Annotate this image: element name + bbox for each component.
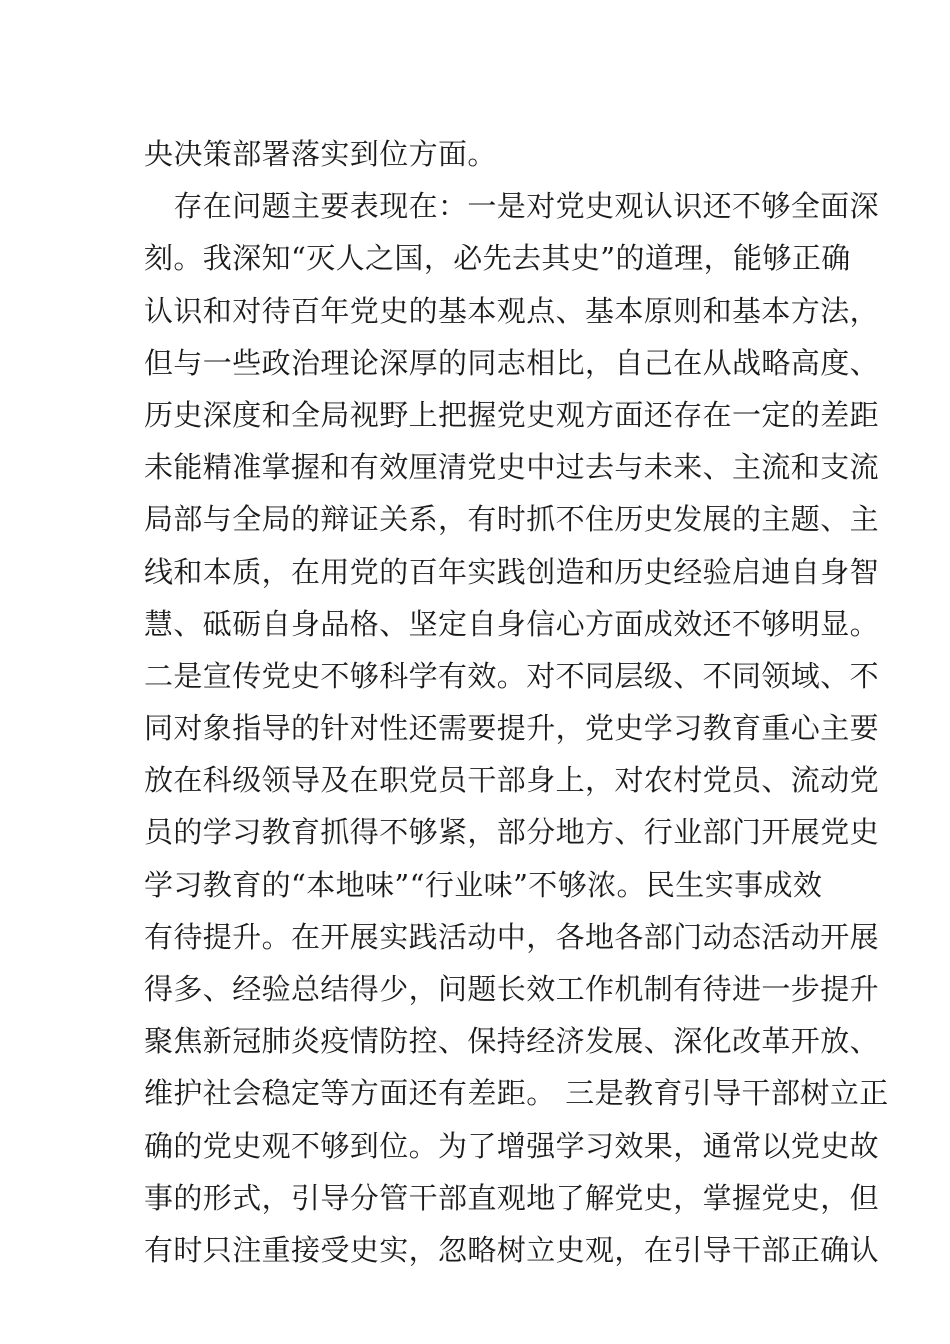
text-line: 局部与全局的辩证关系，有时抓不住历史发展的主题、主 bbox=[144, 502, 880, 537]
text-line: 未能精准掌握和有效厘清党史中过去与未来、主流和支流 bbox=[144, 450, 880, 485]
text-line: 同对象指导的针对性还需要提升，党史学习教育重心主要 bbox=[144, 711, 880, 746]
text-line: 央决策部署落实到位方面。 bbox=[144, 137, 497, 171]
text-line: 得多、经验总结得少，问题长效工作机制有待进一步提升 bbox=[144, 972, 880, 1006]
text-line: 员的学习教育抓得不够紧，部分地方、行业部门开展党史 bbox=[144, 815, 880, 850]
text-line: 线和本质，在用党的百年实践创造和历史经验启迪自身智 bbox=[144, 554, 880, 589]
text-line: 刻。我深知“灭人之国，必先去其史”的道理，能够正确 bbox=[144, 241, 851, 276]
body-text bbox=[144, 128, 889, 1276]
text-line: 认识和对待百年党史的基本观点、基本原则和基本方法， bbox=[144, 293, 880, 328]
text-line: 确的党史观不够到位。为了增强学习效果，通常以党史故 bbox=[144, 1128, 880, 1163]
text-line: 维护社会稳定等方面还有差距。 三是教育引导干部树立正 bbox=[144, 1076, 889, 1111]
text-line: 有时只注重接受史实，忽略树立史观，在引导干部正确认 bbox=[144, 1232, 880, 1267]
text-line: 有待提升。在开展实践活动中，各地各部门动态活动开展 bbox=[144, 919, 880, 954]
text-line: 事的形式，引导分管干部直观地了解党史，掌握党史，但 bbox=[144, 1180, 880, 1215]
text-line: 放在科级领导及在职党员干部身上，对农村党员、流动党 bbox=[144, 763, 880, 798]
text-line: 存在问题主要表现在：一是对党史观认识还不够全面深 bbox=[144, 189, 880, 224]
text-line: 历史深度和全局视野上把握党史观方面还存在一定的差距 bbox=[144, 397, 880, 432]
text-line: 二是宣传党史不够科学有效。对不同层级、不同领域、不 bbox=[144, 658, 880, 693]
text-line: 慧、砥砺自身品格、坚定自身信心方面成效还不够明显。 bbox=[144, 606, 880, 641]
text-line: 但与一些政治理论深厚的同志相比，自己在从战略高度、 bbox=[144, 345, 880, 380]
text-line: 学习教育的“本地味”“行业味”不够浓。民生实事成效 bbox=[144, 867, 823, 902]
text-line: 聚焦新冠肺炎疫情防控、保持经济发展、深化改革开放、 bbox=[144, 1024, 880, 1059]
